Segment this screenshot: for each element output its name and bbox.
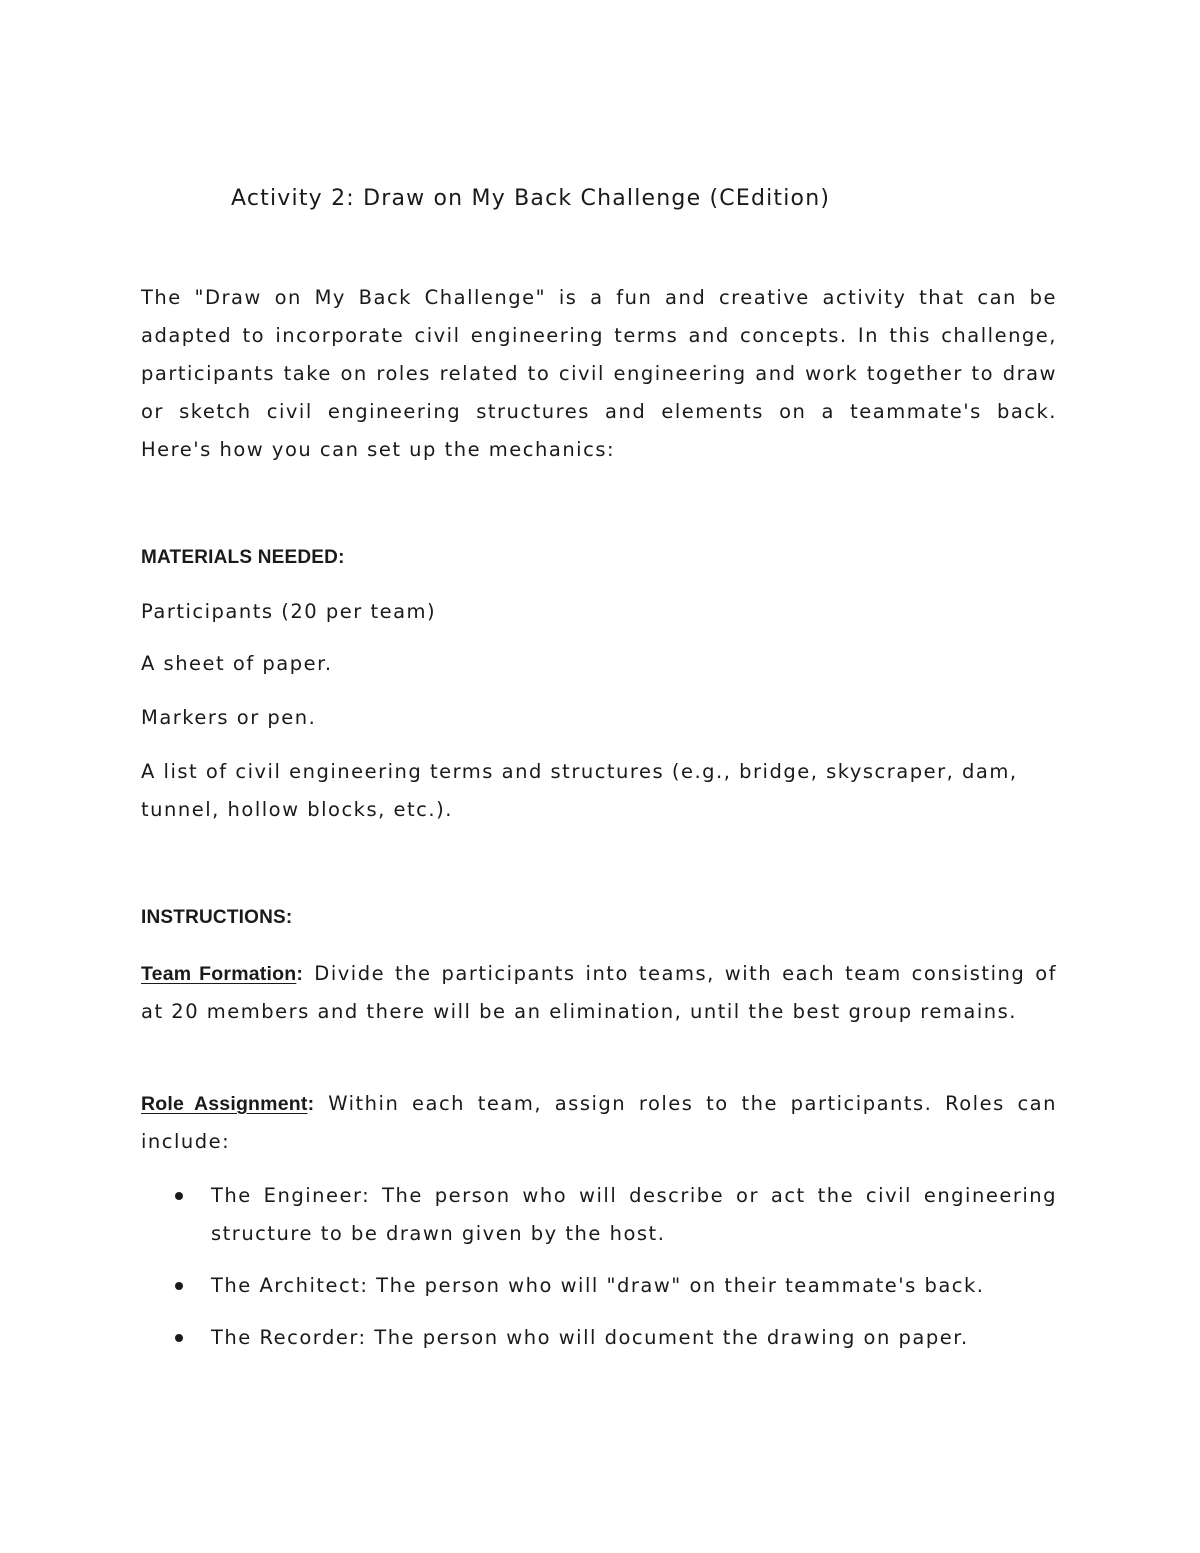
materials-heading: MATERIALS NEEDED: [141,547,345,568]
role-text: The Recorder: The person who will document the drawing on paper. [211,1326,969,1349]
team-formation-colon: : [296,963,305,985]
intro-paragraph: The "Draw on My Back Challenge" is a fun and creative activity that can be adapted to incorporate civil engineering terms and concepts. In this challenge, participants take on roles related to civil engineering and work together to draw or sketch civil engineering structures and elements on a teammate's back. Here's how you can set up the mechanics: [141,286,1057,461]
materials-item: A sheet of paper. [141,652,333,675]
document-title: Activity 2: Draw on My Back Challenge (CEdition) [231,186,831,211]
team-formation-paragraph [141,955,1057,1031]
bullet-icon [175,1192,183,1200]
team-formation-label: Team Formation [141,963,297,985]
role-assignment-colon: : [307,1093,316,1115]
instructions-heading: INSTRUCTIONS: [141,907,293,928]
role-assignment-label: Role Assignment [141,1093,308,1115]
materials-item: Participants (20 per team) [141,600,437,623]
role-text: The Engineer: The person who will describe or act the civil engineering structure to be drawn given by the host. [211,1184,1057,1245]
bullet-icon [175,1334,183,1342]
materials-item: Markers or pen. [141,706,317,729]
role-list-item [141,1319,1057,1357]
role-assignment-paragraph [141,1085,1057,1161]
materials-item: A list of civil engineering terms and structures (e.g., bridge, skyscraper, dam, tunnel, hollow blocks, etc.). [141,760,1018,821]
role-list-item [141,1177,1057,1253]
role-assignment-text: Within each team, assign roles to the participants. Roles can include: [141,1092,1057,1153]
team-formation-text: Divide the participants into teams, with each team consisting of at 20 members and there will be an elimination, until the best group remains. [141,962,1058,1023]
role-text: The Architect: The person who will "draw" on their teammate's back. [211,1274,985,1297]
roles-list [141,1177,1057,1371]
bullet-icon [175,1282,183,1290]
role-list-item [141,1267,1057,1305]
